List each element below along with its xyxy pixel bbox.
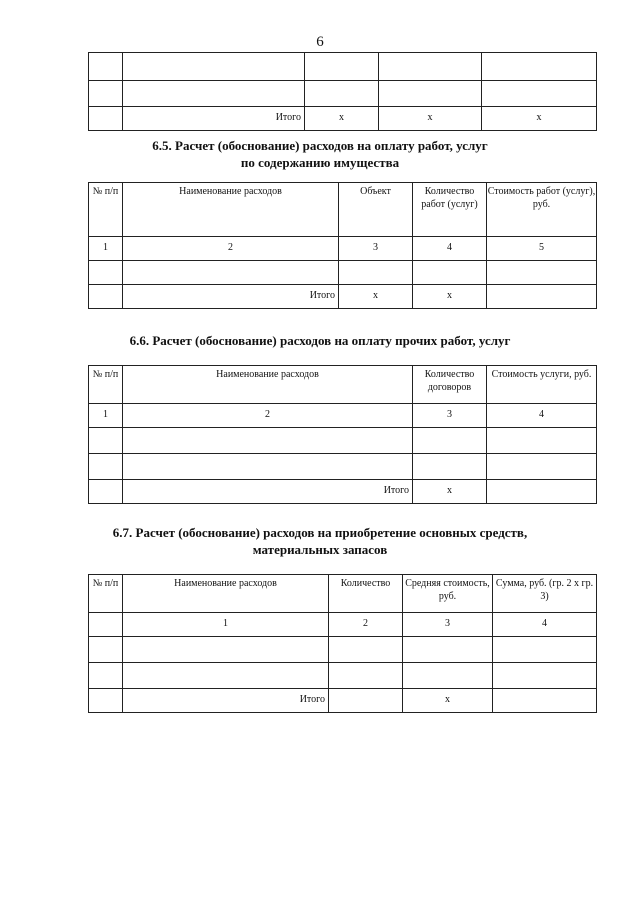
continuation-table bbox=[88, 52, 597, 131]
column-header: № п/п bbox=[89, 183, 123, 237]
column-header: Наименование расходов bbox=[123, 183, 339, 237]
section-6-5-title: 6.5. Расчет (обоснование) расходов на оплату работ, услуг по содержанию имущества bbox=[152, 138, 488, 170]
header-row bbox=[89, 183, 597, 237]
x-mark: x bbox=[305, 107, 379, 131]
x-mark: x bbox=[413, 285, 487, 309]
column-header: № п/п bbox=[89, 366, 123, 404]
total-label: Итого bbox=[123, 480, 413, 504]
table-6-5 bbox=[88, 182, 597, 309]
table-row bbox=[89, 454, 597, 480]
column-header: Объект bbox=[339, 183, 413, 237]
x-mark: x bbox=[379, 107, 482, 131]
table-row bbox=[89, 53, 597, 81]
table-6-6 bbox=[88, 365, 597, 504]
table-row bbox=[89, 428, 597, 454]
total-label: Итого bbox=[123, 285, 339, 309]
numbers-row: 1 2 3 4 5 bbox=[89, 237, 597, 261]
table-6-7 bbox=[88, 574, 597, 713]
numbers-row: 1 2 3 4 bbox=[89, 613, 597, 637]
column-header: Наименование расходов bbox=[123, 575, 329, 613]
total-label: Итого bbox=[123, 107, 305, 131]
table-row bbox=[89, 663, 597, 689]
total-row bbox=[89, 285, 597, 309]
x-mark: x bbox=[339, 285, 413, 309]
section-6-7-title: 6.7. Расчет (обоснование) расходов на приобретение основных средств, материальных запасов bbox=[112, 525, 528, 557]
numbers-row: 1 2 3 4 bbox=[89, 404, 597, 428]
section-6-6-title: 6.6. Расчет (обоснование) расходов на оплату прочих работ, услуг bbox=[129, 333, 511, 348]
total-label: Итого bbox=[123, 689, 329, 713]
x-mark: x bbox=[482, 107, 597, 131]
total-row bbox=[89, 480, 597, 504]
table-row bbox=[89, 81, 597, 107]
column-header: Средняя стоимость, руб. bbox=[403, 575, 493, 613]
total-row bbox=[89, 107, 597, 131]
column-header: Сумма, руб. (гр. 2 х гр. 3) bbox=[493, 575, 597, 613]
column-header: Стоимость услуги, руб. bbox=[487, 366, 597, 404]
column-header: № п/п bbox=[89, 575, 123, 613]
column-header: Стоимость работ (услуг), руб. bbox=[487, 183, 597, 237]
header-row bbox=[89, 575, 597, 613]
column-header: Количество договоров bbox=[413, 366, 487, 404]
table-row bbox=[89, 637, 597, 663]
header-row bbox=[89, 366, 597, 404]
page-number: 6 bbox=[316, 34, 324, 50]
column-header: Наименование расходов bbox=[123, 366, 413, 404]
total-row bbox=[89, 689, 597, 713]
x-mark: x bbox=[413, 480, 487, 504]
column-header: Количество bbox=[329, 575, 403, 613]
x-mark: x bbox=[403, 689, 493, 713]
column-header: Количество работ (услуг) bbox=[413, 183, 487, 237]
table-row bbox=[89, 261, 597, 285]
